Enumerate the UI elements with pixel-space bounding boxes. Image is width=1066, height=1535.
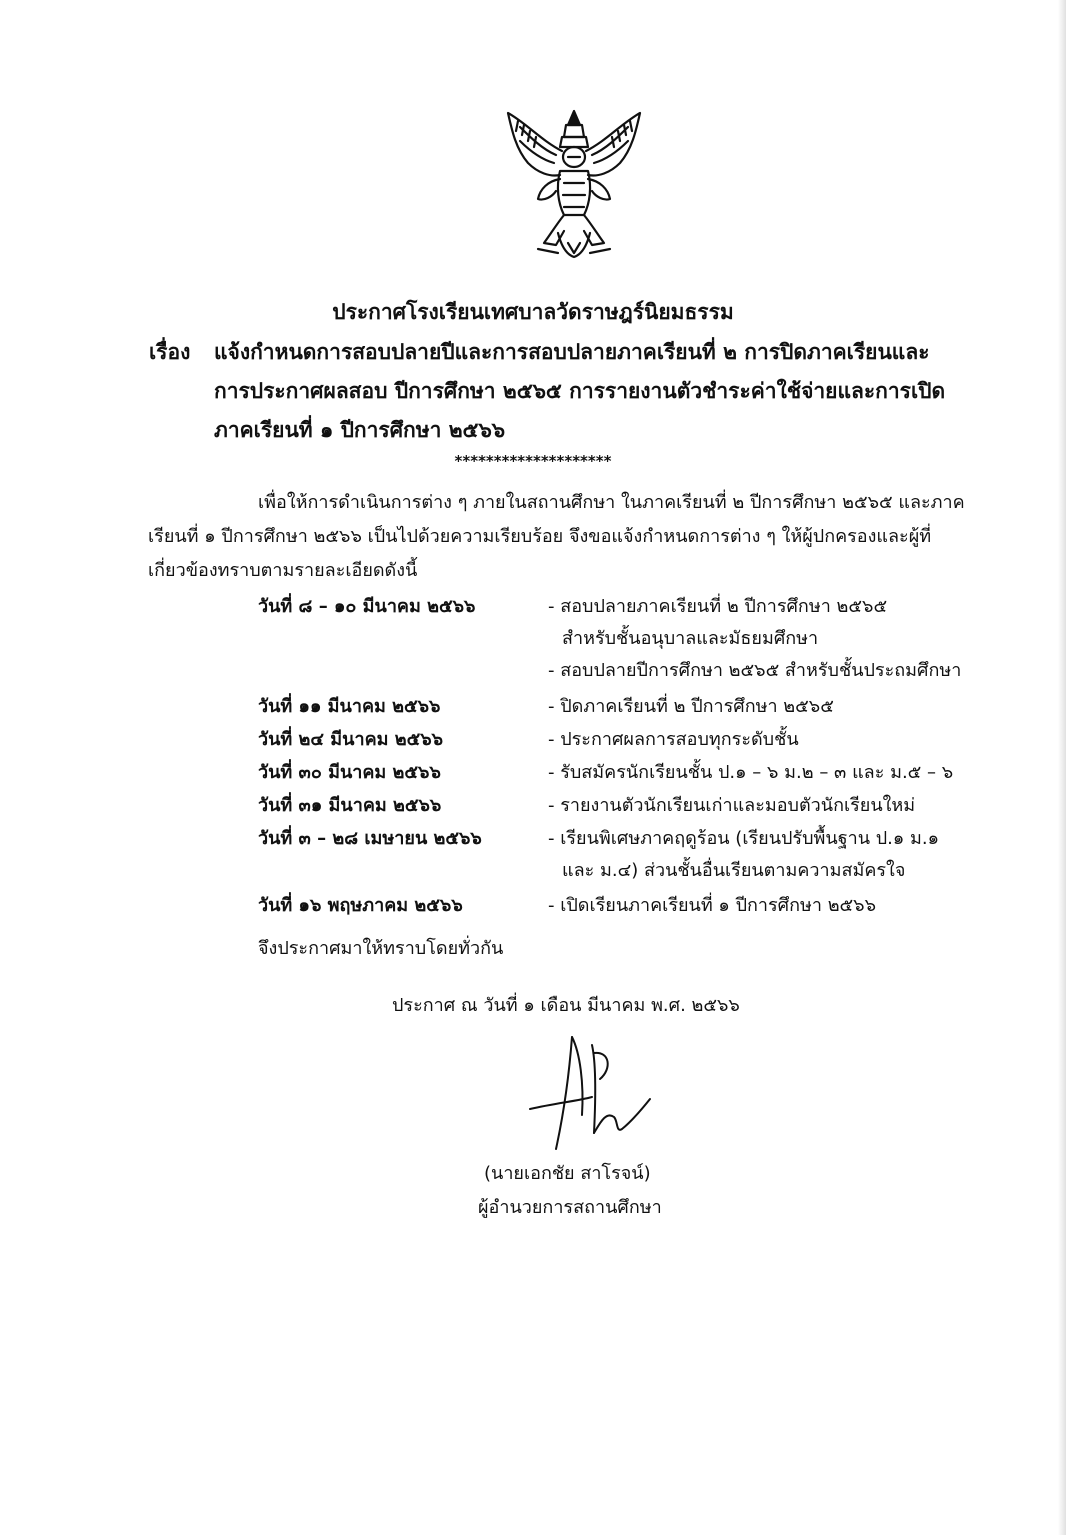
- announcement-date: ประกาศ ณ วันที่ ๑ เดือน มีนาคม พ.ศ. ๒๕๖๖: [392, 995, 740, 1016]
- intro-line: เกี่ยวข้องทราบตามรายละเอียดดังนี้: [148, 560, 418, 581]
- schedule-date: วันที่ ๓ – ๒๘ เมษายน ๒๕๖๖: [258, 828, 482, 849]
- schedule-event: - เปิดเรียนภาคเรียนที่ ๑ ปีการศึกษา ๒๕๖๖: [548, 895, 877, 916]
- schedule-date: วันที่ ๓๑ มีนาคม ๒๕๖๖: [258, 795, 442, 816]
- schedule-event: สำหรับชั้นอนุบาลและมัธยมศึกษา: [562, 628, 819, 649]
- schedule-date: วันที่ ๓๐ มีนาคม ๒๕๖๖: [258, 762, 441, 783]
- schedule-event: - สอบปลายปีการศึกษา ๒๕๖๕ สำหรับชั้นประถมศึกษา: [548, 660, 962, 681]
- intro-line: เรียนที่ ๑ ปีการศึกษา ๒๕๖๖ เป็นไปด้วยความเรียบร้อย จึงขอแจ้งกำหนดการต่าง ๆ ให้ผู้ปกครองและผู้ที่: [148, 526, 932, 547]
- schedule-event: - รับสมัครนักเรียนชั้น ป.๑ – ๖ ม.๒ – ๓ และ ม.๕ – ๖: [548, 762, 954, 783]
- intro-line: เพื่อให้การดำเนินการต่าง ๆ ภายในสถานศึกษา ในภาคเรียนที่ ๒ ปีการศึกษา ๒๕๖๕ และภาค: [258, 492, 965, 513]
- schedule-event: - สอบปลายภาคเรียนที่ ๒ ปีการศึกษา ๒๕๖๕: [548, 596, 888, 617]
- garuda-emblem-icon: [498, 103, 650, 263]
- subject-line: ภาคเรียนที่ ๑ ปีการศึกษา ๒๕๖๖: [214, 418, 506, 442]
- signatory-name: (นายเอกชัย สาโรจน์): [484, 1163, 651, 1184]
- schedule-event: - รายงานตัวนักเรียนเก่าและมอบตัวนักเรียนใหม่: [548, 795, 916, 816]
- schedule-event: - ปิดภาคเรียนที่ ๒ ปีการศึกษา ๒๕๖๕: [548, 696, 834, 717]
- schedule-date: วันที่ ๒๔ มีนาคม ๒๕๖๖: [258, 729, 444, 750]
- signature-icon: [526, 1033, 656, 1163]
- schedule-date: วันที่ ๑๑ มีนาคม ๒๕๖๖: [258, 696, 441, 717]
- closing-text: จึงประกาศมาให้ทราบโดยทั่วกัน: [258, 938, 504, 959]
- schedule-event: และ ม.๔) ส่วนชั้นอื่นเรียนตามความสมัครใจ: [562, 860, 906, 881]
- subject-line: การประกาศผลสอบ ปีการศึกษา ๒๕๖๕ การรายงานตัวชำระค่าใช้จ่ายและการเปิด: [214, 379, 946, 403]
- schedule-event: - ประกาศผลการสอบทุกระดับชั้น: [548, 729, 799, 750]
- page-edge-shadow: [1058, 0, 1066, 1535]
- separator: ********************: [454, 452, 612, 470]
- announcement-title: ประกาศโรงเรียนเทศบาลวัดราษฎร์นิยมธรรม: [332, 300, 734, 324]
- schedule-event: - เรียนพิเศษภาคฤดูร้อน (เรียนปรับพื้นฐาน ป.๑ ม.๑: [548, 828, 940, 849]
- subject-label: เรื่อง: [149, 340, 191, 364]
- subject-line: แจ้งกำหนดการสอบปลายปีและการสอบปลายภาคเรียนที่ ๒ การปิดภาคเรียนและ: [214, 340, 930, 364]
- signatory-position: ผู้อำนวยการสถานศึกษา: [478, 1197, 662, 1218]
- schedule-date: วันที่ ๘ – ๑๐ มีนาคม ๒๕๖๖: [258, 596, 476, 617]
- schedule-date: วันที่ ๑๖ พฤษภาคม ๒๕๖๖: [258, 895, 463, 916]
